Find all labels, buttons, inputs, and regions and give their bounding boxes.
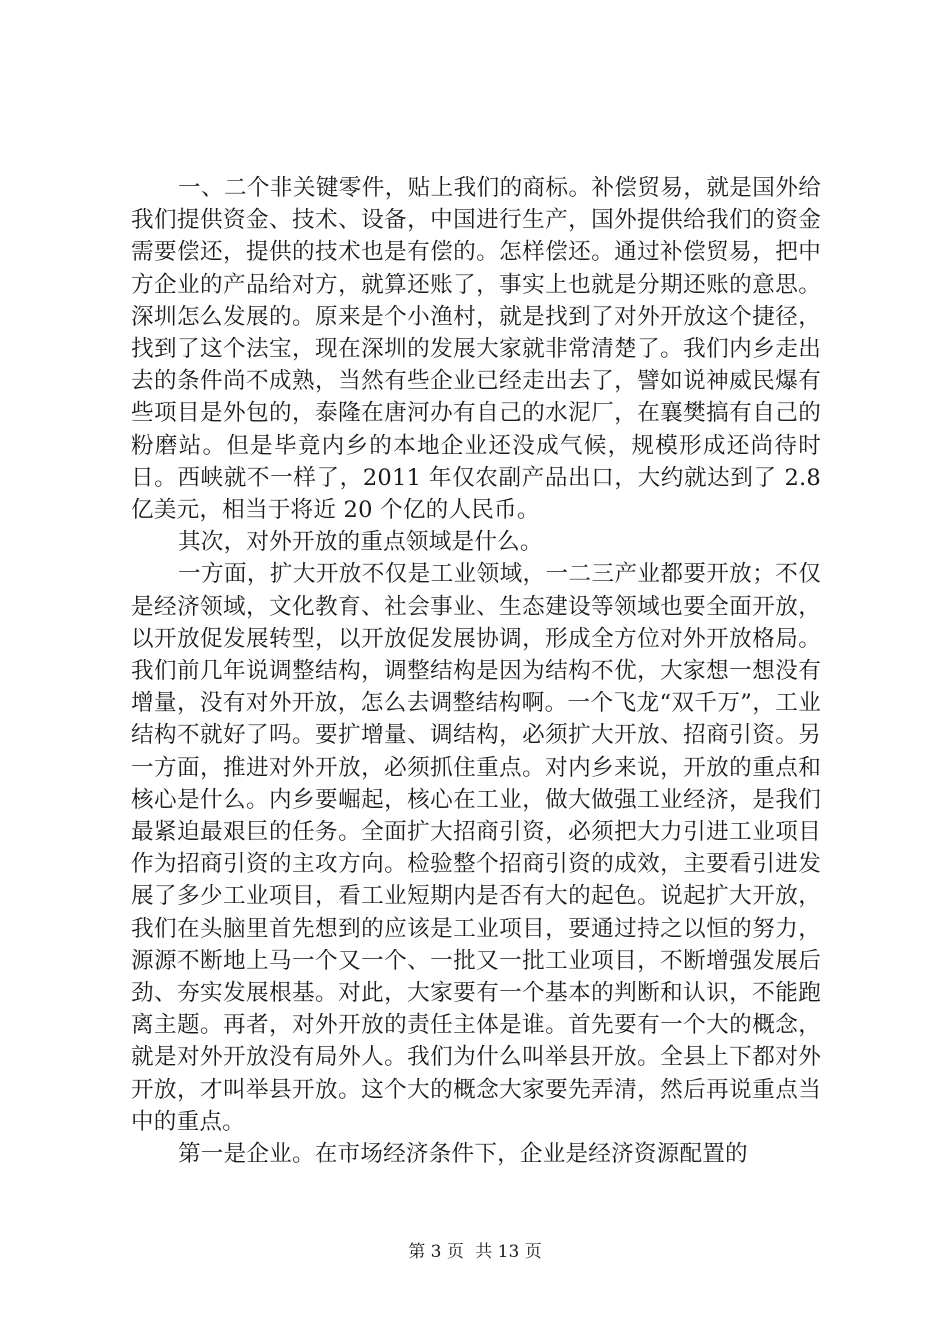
page-total: 共 13 页 [475,1242,542,1262]
paragraph-3: 一方面，扩大开放不仅是工业领域，一二三产业都要开放；不仅是经济领域，文化教育、社会事业、生态建设等领域也要全面开放，以开放促发展转型，以开放促发展协调，形成全方位对外开放格局。我们前几年说调整结构，调整结构是因为结构不优，大家想一想没有增量，没有对外开放，怎么去调整结构啊。一个飞龙“双千万”，工业结构不就好了吗。要扩增量、调结构，必须扩大开放、招商引资。另一方面，推进对外开放，必须抓住重点。对内乡来说，开放的重点和核心是什么。内乡要崛起，核心在工业，做大做强工业经济，是我们最紧迫最艰巨的任务。全面扩大招商引资，必须把大力引进工业项目作为招商引资的主攻方向。检验整个招商引资的成效，主要看引进发展了多少工业项目，看工业短期内是否有大的起色。说起扩大开放，我们在头脑里首先想到的应该是工业项目，要通过持之以恒的努力，源源不断地上马一个又一个、一批又一批工业项目，不断增强发展后劲、夯实发展根基。对此，大家要有一个基本的判断和认识，不能跑离主题。再者，对外开放的责任主体是谁。首先要有一个大的概念，就是对外开放没有局外人。我们为什么叫举县开放。全县上下都对外开放，才叫举县开放。这个大的概念大家要先弄清，然后再说重点当中的重点。 [131,561,821,1135]
paragraph-1: 一、二个非关键零件，贴上我们的商标。补偿贸易，就是国外给我们提供资金、技术、设备，中国进行生产，国外提供给我们的资金需要偿还，提供的技术也是有偿的。怎样偿还。通过补偿贸易，把中方企业的产品给对方，就算还账了，事实上也就是分期还账的意思。深圳怎么发展的。原来是个小渔村，就是找到了对外开放这个捷径，找到了这个法宝，现在深圳的发展大家就非常清楚了。我们内乡走出去的条件尚不成熟，当然有些企业已经走出去了，譬如说神威民爆有些项目是外包的，泰隆在唐河办有自己的水泥厂，在襄樊搞有自己的粉磨站。但是毕竟内乡的本地企业还没成气候，规模形成还尚待时日。西峡就不一样了，2011 年仅农副产品出口，大约就达到了 2.8 亿美元，相当于将近 20 个亿的人民币。 [131,175,821,524]
paragraph-4: 第一是企业。在市场经济条件下，企业是经济资源配置的 [178,1141,748,1168]
page-number: 第 3 页 [408,1242,464,1262]
page-footer [0,1241,950,1263]
document-body [131,172,821,1170]
paragraph-2: 其次，对外开放的重点领域是什么。 [178,529,543,556]
